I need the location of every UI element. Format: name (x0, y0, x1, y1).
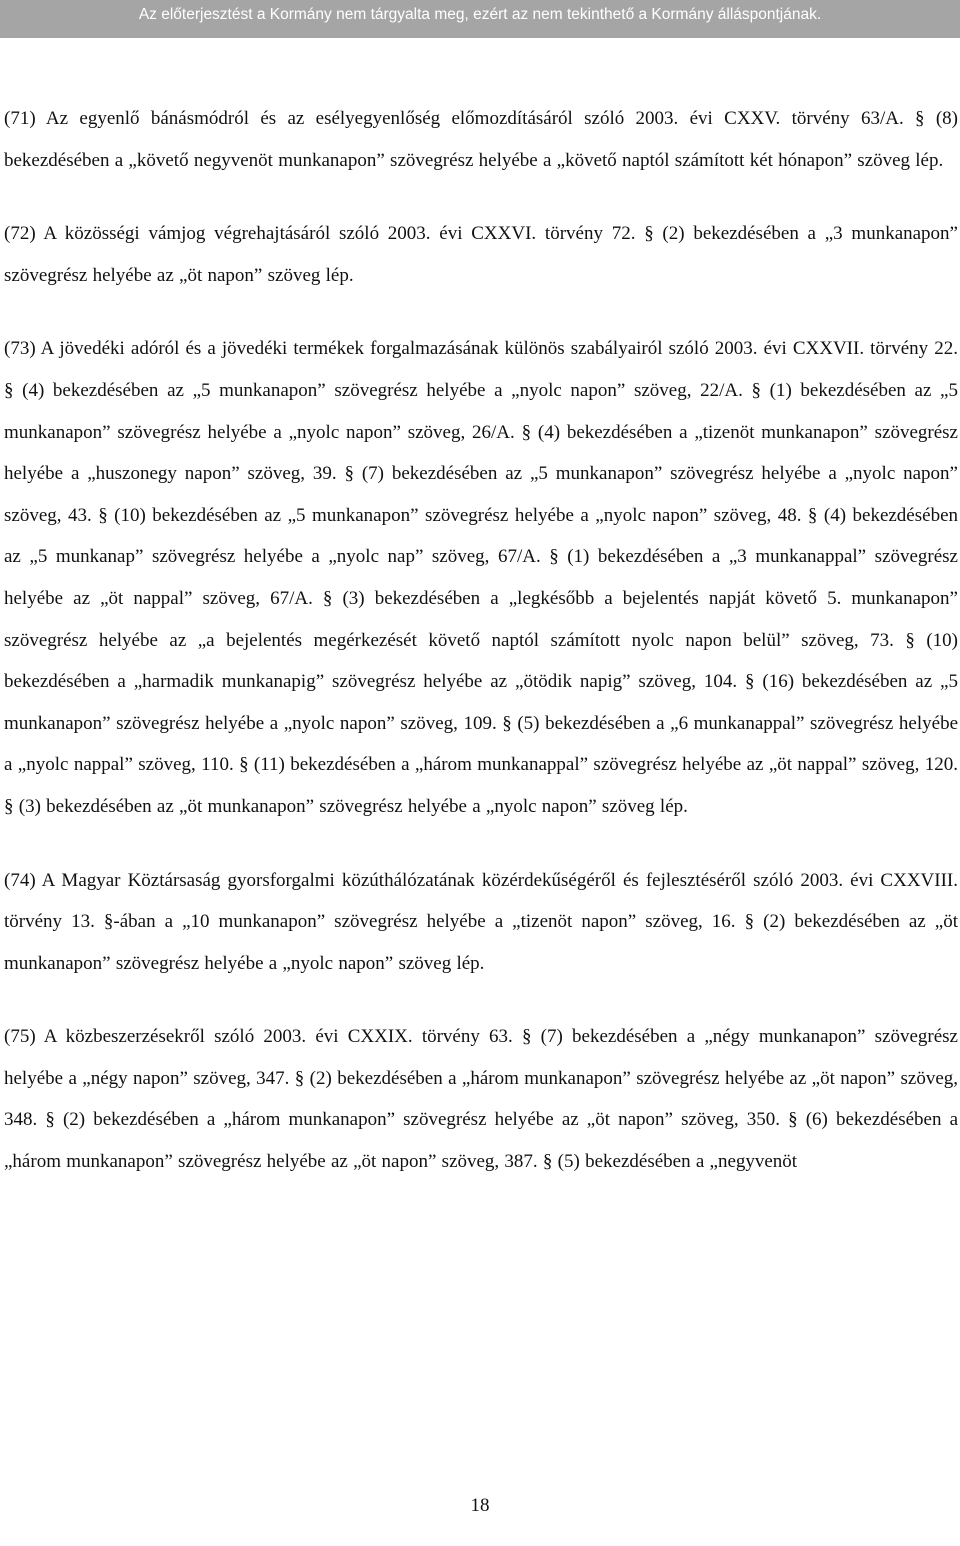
paragraph-72: (72) A közösségi vámjog végrehajtásáról szóló 2003. évi CXXVI. törvény 72. § (2) bekezdésében a „3 munkanapon” szövegrész helyébe az „öt napon” szöveg lép. (4, 223, 958, 286)
paragraph-74: (74) A Magyar Köztársaság gyorsforgalmi közúthálózatának közérdekűségéről és fejlesztéséről szóló 2003. évi CXXVIII. törvény 13. §-ában a „10 munkanapon” szövegrész helyébe a „tizenöt napon” szöveg, 16. § (2) bekezdésében az „öt munkanapon” szövegrész helyébe a „nyolc napon” szöveg lép. (4, 869, 958, 974)
page-number: 18 (470, 1495, 490, 1516)
paragraph-71: (71) Az egyenlő bánásmódról és az esélyegyenlőség előmozdításáról szóló 2003. évi CXXV. törvény 63/A. § (8) bekezdésében a „követő negyvenöt munkanapon” szövegrész helyébe a „követő naptól számított két hónapon” szöveg lép. (4, 108, 958, 171)
paragraph-75: (75) A közbeszerzésekről szóló 2003. évi CXXIX. törvény 63. § (7) bekezdésében a „négy munkanapon” szövegrész helyébe a „négy napon” szöveg, 347. § (2) bekezdésében a „három munkanapon” szövegrész helyébe az „öt napon” szöveg, 348. § (2) bekezdésében a „három munkanapon” szövegrész helyébe az „öt napon” szöveg, 350. § (6) bekezdésében a „három munkanapon” szövegrész helyébe az „öt napon” szöveg, 387. § (5) bekezdésében a „negyvenöt (4, 1026, 958, 1173)
paragraph-73: (73) A jövedéki adóról és a jövedéki termékek forgalmazásának különös szabályairól szóló 2003. évi CXXVII. törvény 22. § (4) bekezdésében az „5 munkanapon” szövegrész helyébe a „nyolc napon” szöveg, 22/A. § (1) bekezdésében az „5 munkanapon” szövegrész helyébe a „nyolc napon” szöveg, 26/A. § (4) bekezdésében a „tizenöt munkanapon” szövegrész helyébe a „huszonegy napon” szöveg, 39. § (7) bekezdésében az „5 munkanapon” szövegrész helyébe a „nyolc napon” szöveg, 43. § (10) bekezdésében az „5 munkanapon” szövegrész helyébe a „nyolc napon” szöveg, 48. § (4) bekezdésében az „5 munkanap” szövegrész helyébe a „nyolc nap” szöveg, 67/A. § (1) bekezdésében a „3 munkanappal” szövegrész helyébe az „öt nappal” szöveg, 67/A. § (3) bekezdésében a „legkésőbb a bejelentés napját követő 5. munkanapon” szövegrész helyébe az „a bejelentés megérkezését követő naptól számított nyolc napon belül” szöveg, 73. § (10) bekezdésében a „harmadik munkanapig” szövegrész helyébe az „ötödik napig” szöveg, 104. § (16) bekezdésében az „5 munkanapon” szövegrész helyébe a „nyolc napon” szöveg, 109. § (5) bekezdésében a „6 munkanappal” szövegrész helyébe a „nyolc nappal” szöveg, 110. § (11) bekezdésében a „három munkanappal” szövegrész helyébe az „öt nappal” szöveg, 120. § (3) bekezdésében az „öt munkanapon” szövegrész helyébe a „nyolc napon” szöveg lép. (4, 338, 958, 817)
document-body (4, 98, 958, 1215)
header-disclaimer: Az előterjesztést a Kormány nem tárgyalta meg, ezért az nem tekinthető a Kormány álláspontjának. (138, 6, 822, 23)
